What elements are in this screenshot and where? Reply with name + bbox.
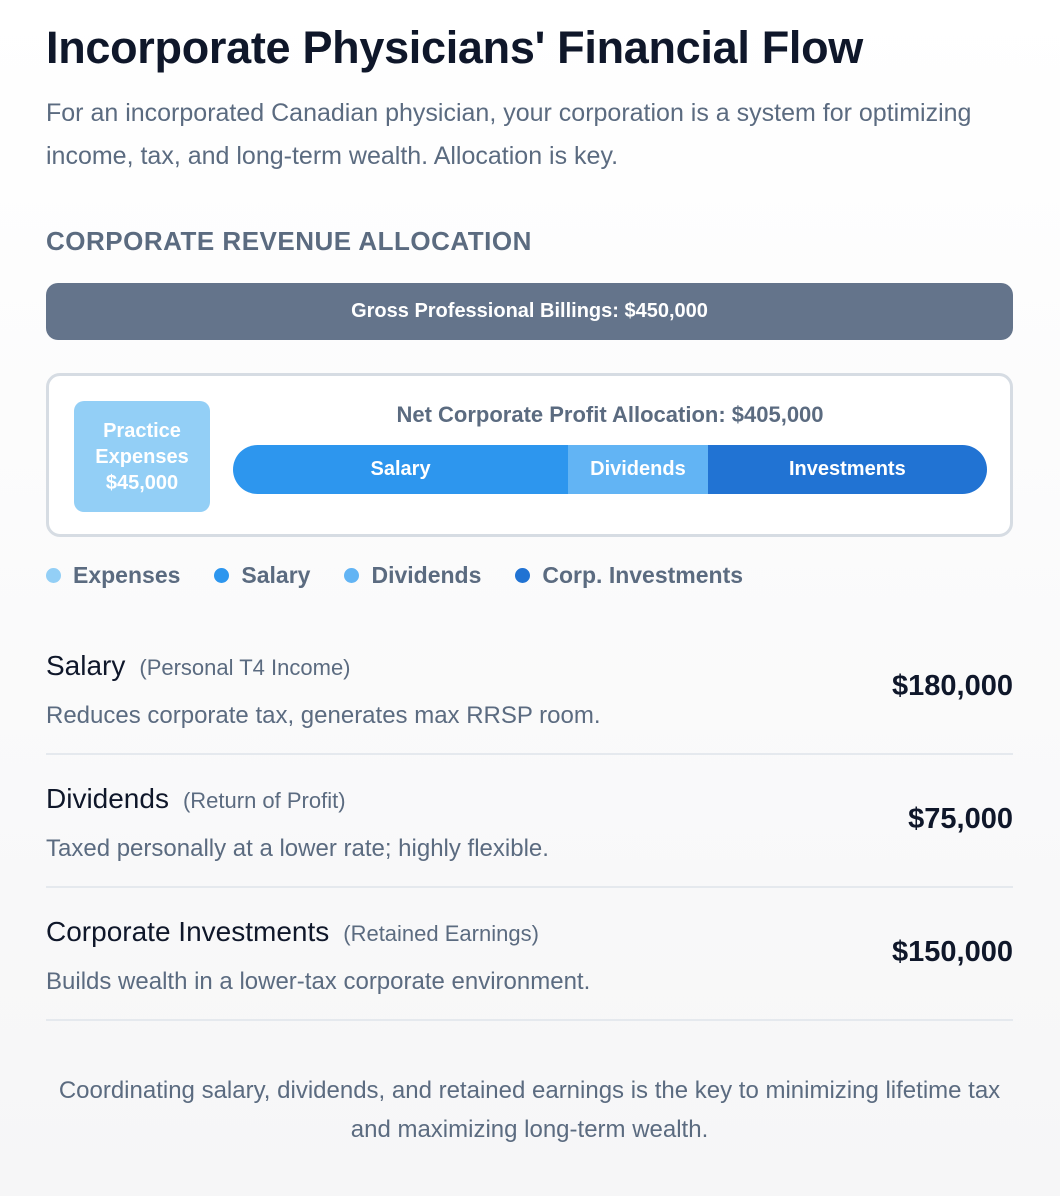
- breakdown-row-salary: [46, 622, 1013, 755]
- allocation-split-bar: [233, 445, 987, 494]
- row-amount: $75,000: [908, 803, 1013, 835]
- row-description: Builds wealth in a lower-tax corporate environment.: [46, 968, 591, 995]
- expenses-line-2: Expenses: [95, 445, 189, 468]
- legend-dot: [344, 568, 359, 583]
- legend-dot: [515, 568, 530, 583]
- practice-expenses-box: [74, 401, 210, 512]
- row-tag: (Personal T4 Income): [139, 655, 351, 680]
- row-name: Corporate Investments: [46, 916, 330, 947]
- row-title: [46, 783, 346, 815]
- footnote: Coordinating salary, dividends, and retained earnings is the key to minimizing lifetime tax and maximizing long-term wealth.: [58, 1077, 1001, 1143]
- salary-segment: [233, 445, 568, 494]
- row-name: Dividends: [46, 783, 169, 814]
- gross-billings-label: Gross Professional Billings: $450,000: [351, 300, 708, 322]
- legend: [46, 562, 777, 589]
- legend-item-dividends: [344, 562, 481, 589]
- allocation-heading: CORPORATE REVENUE ALLOCATION: [46, 226, 532, 256]
- row-title: [46, 916, 539, 948]
- page-subtitle: For an incorporated Canadian physician, your corporation is a system for optimizing income, tax, and long-term wealth. Allocation is key.: [46, 99, 972, 170]
- legend-label: Expenses: [73, 562, 181, 588]
- breakdown-row-dividends: [46, 755, 1013, 888]
- net-profit-label: Net Corporate Profit Allocation: $405,000: [396, 402, 824, 427]
- row-description: Reduces corporate tax, generates max RRSP room.: [46, 702, 601, 729]
- row-amount: $150,000: [892, 936, 1013, 968]
- dividends-segment: [568, 445, 708, 494]
- row-description: Taxed personally at a lower rate; highly flexible.: [46, 835, 549, 862]
- legend-item-salary: [214, 562, 310, 589]
- legend-item-expenses: [46, 562, 180, 589]
- row-amount: $180,000: [892, 670, 1013, 702]
- legend-dot: [46, 568, 61, 583]
- dividends-segment-label: Dividends: [590, 458, 686, 480]
- legend-dot: [214, 568, 229, 583]
- expenses-line-1: Practice: [103, 419, 181, 442]
- allocation-card: [46, 373, 1013, 537]
- investments-segment: [708, 445, 987, 494]
- breakdown-row-investments: [46, 888, 1013, 1021]
- legend-label: Corp. Investments: [542, 562, 744, 588]
- breakdown-list: [46, 622, 1013, 1021]
- expenses-line-3: $45,000: [105, 471, 179, 494]
- row-title: [46, 650, 351, 682]
- legend-label: Salary: [241, 562, 311, 588]
- row-tag: (Retained Earnings): [343, 921, 539, 946]
- row-tag: (Return of Profit): [182, 788, 346, 813]
- investments-segment-label: Investments: [789, 458, 906, 480]
- legend-label: Dividends: [371, 562, 482, 588]
- legend-item-investments: [515, 562, 743, 589]
- salary-segment-label: Salary: [370, 458, 431, 480]
- gross-billings-bar: [46, 283, 1013, 340]
- row-name: Salary: [46, 650, 126, 681]
- page-title: Incorporate Physicians' Financial Flow: [46, 22, 864, 73]
